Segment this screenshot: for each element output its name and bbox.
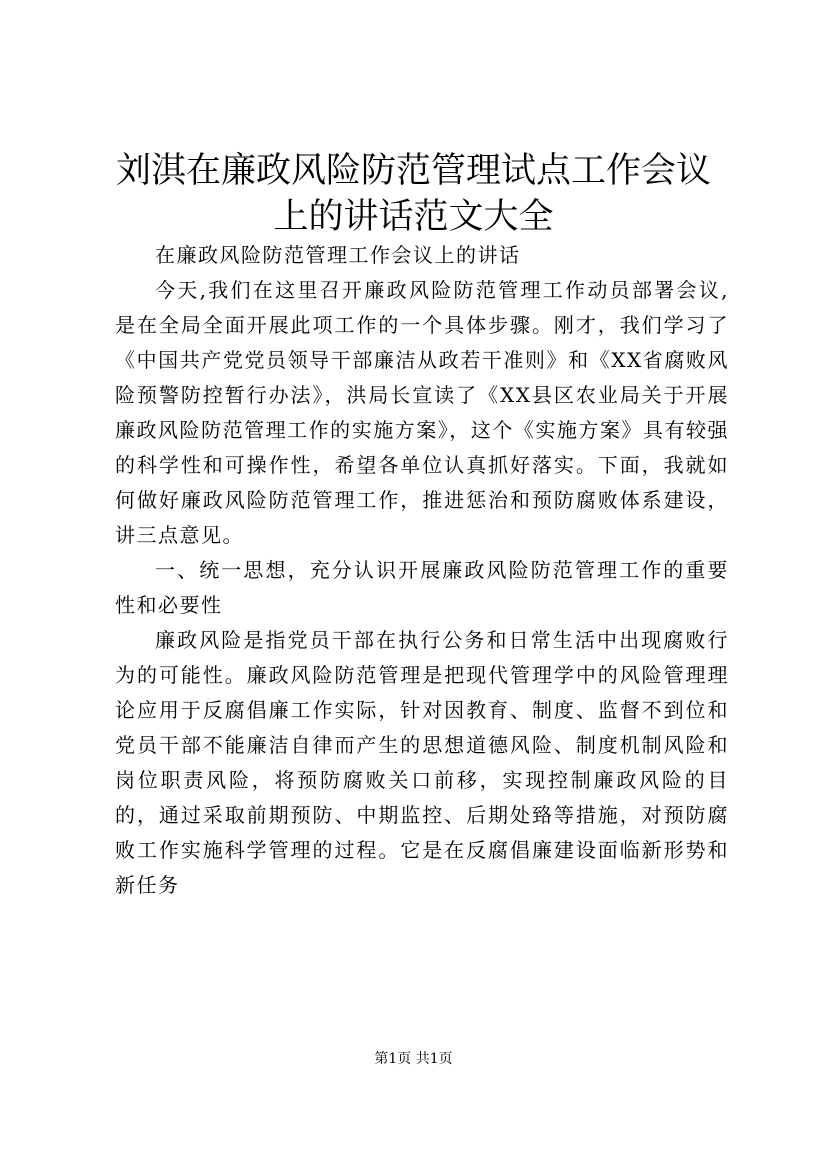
paragraph-section-heading: 一、统一思想，充分认识开展廉政风险防范管理工作的重要性和必要性: [115, 558, 729, 617]
document-body: [115, 238, 729, 903]
paragraph-intro: 今天,我们在这里召开廉政风险防范管理工作动员部署会议,是在全局全面开展此项工作的一个具体步骤。刚才，我们学习了《中国共产党党员领导干部廉洁从政若干准则》和《XX省腐败风险预警防控暂行办法》，洪局长宣读了《XX县区农业局关于开展廉政风险防范管理工作的实施方案》，这个《实施方案》具有较强的科学性和可操作性，希望各单位认真抓好落实。下面，我就如何做好廉政风险防范管理工作，推进惩治和预防腐败体系建设，讲三点意见。: [115, 278, 729, 547]
page-footer: 第1页 共1页: [374, 1051, 453, 1067]
paragraph-subtitle: 在廉政风险防范管理工作会议上的讲话: [155, 243, 521, 267]
document-title: 刘淇在廉政风险防范管理试点工作会议上的讲话范文大全: [115, 151, 711, 237]
paragraph-definition: 廉政风险是指党员干部在执行公务和日常生活中出现腐败行为的可能性。廉政风险防范管理是把现代管理学中的风险管理理论应用于反腐倡廉工作实际，针对因教育、制度、监督不到位和党员干部不能廉洁自律而产生的思想道德风险、制度机制风险和岗位职责风险，将预防腐败关口前移，实现控制廉政风险的目的，通过采取前期预防、中期监控、后期处臵等措施，对预防腐败工作实施科学管理的过程。它是在反腐倡廉建设面临新形势和新任务: [115, 628, 729, 897]
